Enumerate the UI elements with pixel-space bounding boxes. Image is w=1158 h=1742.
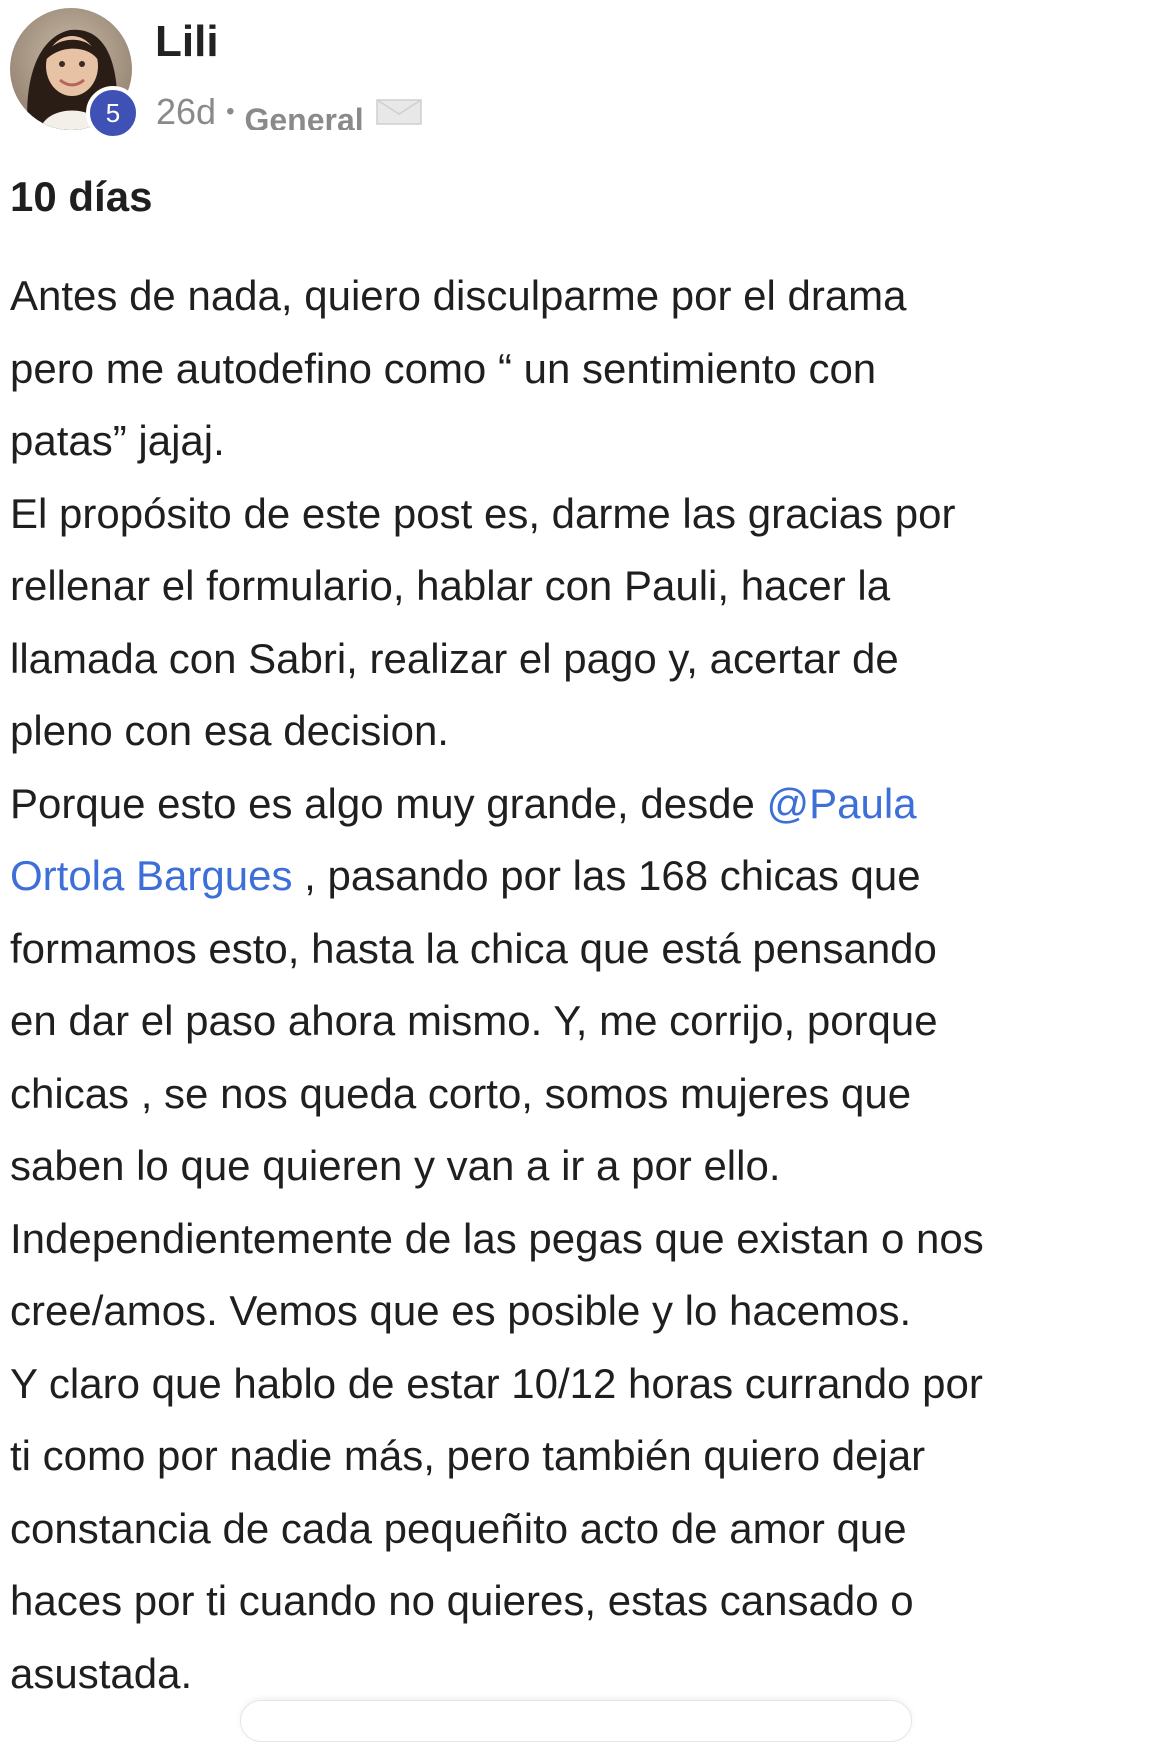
post-age: 26d <box>156 91 217 132</box>
body-text: pero me autodefino como “ un sentimiento con <box>10 344 877 392</box>
body-line <box>10 1493 1150 1566</box>
body-line <box>10 478 1150 551</box>
body-line <box>10 1130 1150 1203</box>
body-line <box>10 1420 1150 1493</box>
body-line <box>10 260 1150 333</box>
body-text: , pasando por las 168 chicas que <box>292 852 921 899</box>
body-line <box>10 405 1150 478</box>
body-text: pleno con esa decision. <box>10 707 449 754</box>
body-line <box>10 913 1150 986</box>
envelope-icon <box>376 99 422 125</box>
body-line <box>10 1565 1150 1638</box>
body-text: saben lo que quieren y van a ir a por ello. <box>10 1142 781 1189</box>
body-text: constancia de cada pequeñito acto de amor que <box>10 1504 907 1552</box>
body-text: Porque esto es algo muy grande, desde <box>10 779 767 827</box>
body-text: Y claro que hablo de estar 10/12 horas currando por <box>10 1359 983 1407</box>
body-line <box>10 1203 1150 1276</box>
body-line <box>10 1348 1150 1421</box>
channel-label[interactable]: General <box>244 101 364 130</box>
bottom-action-bar[interactable] <box>240 1700 912 1742</box>
body-text: chicas , se nos queda corto, somos mujeres que <box>10 1069 912 1117</box>
body-text: llamada con Sabri, realizar el pago y, acertar de <box>10 634 899 682</box>
post-title: 10 días <box>10 173 153 220</box>
user-mention[interactable]: Ortola Bargues <box>10 852 293 899</box>
body-text: ti como por nadie más, pero también quiero dejar <box>10 1432 926 1479</box>
body-line <box>10 985 1150 1058</box>
body-line <box>10 550 1150 623</box>
body-text: Independientemente de las pegas que existan o nos <box>10 1214 984 1262</box>
body-text: Antes de nada, quiero disculparme por el drama <box>10 272 907 319</box>
body-text: formamos esto, hasta la chica que está pensando <box>10 924 937 972</box>
body-text: rellenar el formulario, hablar con Pauli, hacer la <box>10 562 891 609</box>
meta-separator: • <box>226 97 235 125</box>
body-line <box>10 1058 1150 1131</box>
post-header <box>10 8 1110 133</box>
body-line <box>10 695 1150 768</box>
body-text: haces por ti cuando no quieres, estas cansado o <box>10 1577 914 1624</box>
post-meta <box>156 92 422 132</box>
user-mention[interactable]: @Paula <box>766 779 917 827</box>
level-badge: 5 <box>86 86 140 140</box>
author-name[interactable]: Lili <box>155 17 219 66</box>
body-text: en dar el paso ahora mismo. Y, me corrijo, porque <box>10 997 938 1044</box>
body-line <box>10 1275 1150 1348</box>
post-body <box>10 260 1150 1710</box>
body-line <box>10 840 1150 913</box>
body-text: patas” jajaj. <box>10 417 225 464</box>
body-text: cree/amos. Vemos que es posible y lo hacemos. <box>10 1287 912 1334</box>
body-text: El propósito de este post es, darme las gracias por <box>10 489 956 537</box>
body-line <box>10 333 1150 406</box>
body-line <box>10 623 1150 696</box>
body-text: asustada. <box>10 1649 193 1697</box>
body-line <box>10 768 1150 841</box>
